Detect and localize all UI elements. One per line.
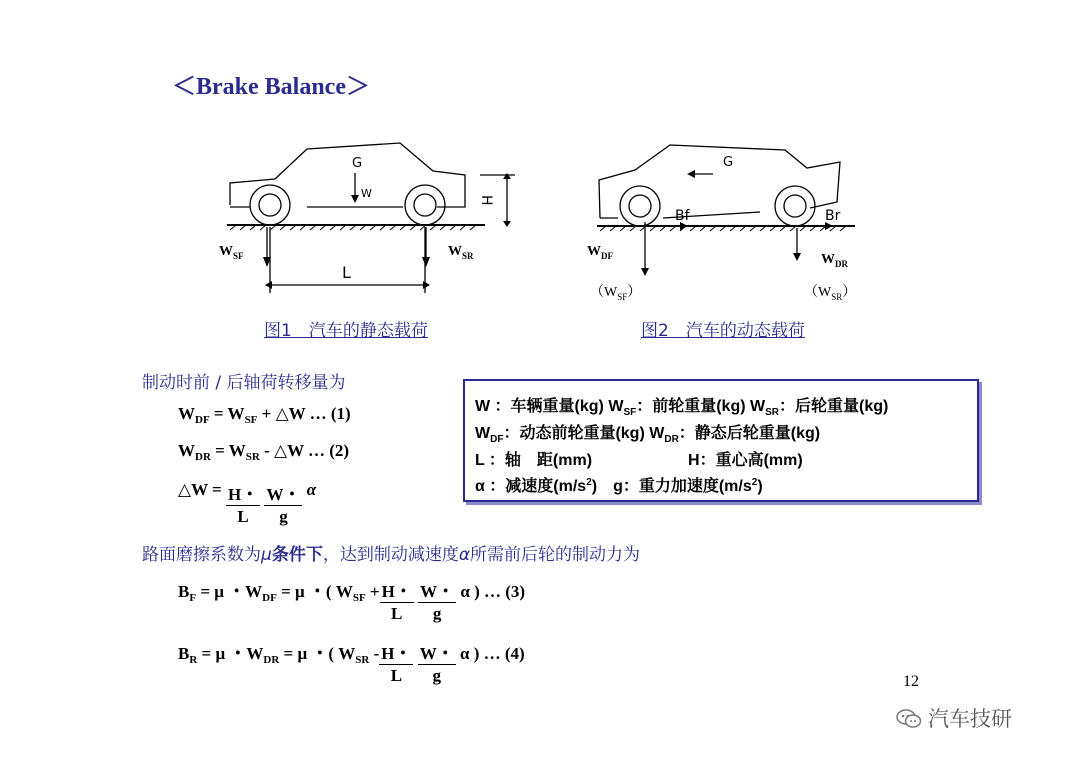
fig1-wsf-label: $W_{SF}$: [219, 244, 244, 261]
variable-legend-box: [463, 379, 979, 502]
watermark: [896, 703, 1012, 733]
equation-1: $W_{DF} = W_{SF}$ + △W … (1): [178, 404, 351, 426]
equation-2: $W_{DR} = W_{SR}$ - △W … (2): [178, 441, 350, 463]
equation-3: △W = $\frac{H・}{L}$ $\frac{W・}{g}$ α: [178, 480, 317, 526]
fig2-wsr-paren-label: $(W_{SR})$: [804, 285, 857, 302]
legend-line-2: $W_{DF}$：动态前轮重量(kg) $W_{DR}$：静态后轮重量(kg): [475, 425, 821, 445]
figure1-caption: 图1 汽车的静态载荷: [264, 321, 428, 341]
fig2-g-label: G: [723, 155, 734, 170]
brake-force-front-equation: $B_F = \mu$ ・$W_{DF} = \mu$ ・( $W_{SF}$ + $\frac{H・}{L}$ $\frac{W・}{g}$ α ) … (3): [178, 577, 525, 624]
fig1-g-label: G: [352, 156, 363, 171]
fig2-wsf-paren-label: $(W_{SF})$: [590, 285, 642, 302]
fig1-h-label: H: [478, 195, 494, 206]
legend-line-1: W ：车辆重量(kg) $W_{SF}$：前轮重量(kg) $W_{SR}$：后轮重量(kg): [475, 398, 889, 418]
fig2-bf-label: Bf: [675, 208, 690, 224]
fig1-w-label: W: [361, 187, 372, 200]
wechat-icon: [896, 709, 922, 729]
section1-heading: 制动时前 / 后轴荷转移量为: [142, 373, 346, 393]
fig2-wdf-label: $W_{DF}$: [587, 244, 613, 261]
slide-title: ＜Brake Balance＞: [172, 74, 370, 100]
watermark-text: 汽车技研: [928, 707, 1012, 731]
brake-force-rear-equation: $B_R = \mu$ ・$W_{DR} = \mu$ ・( $W_{SR}$ - $\frac{H・}{L}$ $\frac{W・}{g}$ α ) … (4): [178, 639, 525, 686]
fig1-wsr-label: $W_{SR}$: [448, 244, 474, 261]
fig1-l-label: L: [342, 263, 351, 282]
fig2-br-label: Br: [825, 208, 841, 224]
page-number: 12: [903, 673, 919, 690]
figure1-static-load-diagram: [215, 135, 525, 295]
fig2-wdr-label: $W_{DR}$: [821, 252, 848, 269]
figure2-caption: 图2 汽车的动态载荷: [641, 321, 805, 341]
section2-heading: 路面磨擦系数为μ条件下，达到制动减速度α所需前后轮的制动力为: [142, 545, 641, 565]
legend-line-3: L ：轴 距(mm) H：重心高(mm): [475, 452, 803, 469]
legend-line-4: α ：减速度$(m/s^2)$ g：重力加速度$(m/s^2)$: [475, 477, 763, 495]
